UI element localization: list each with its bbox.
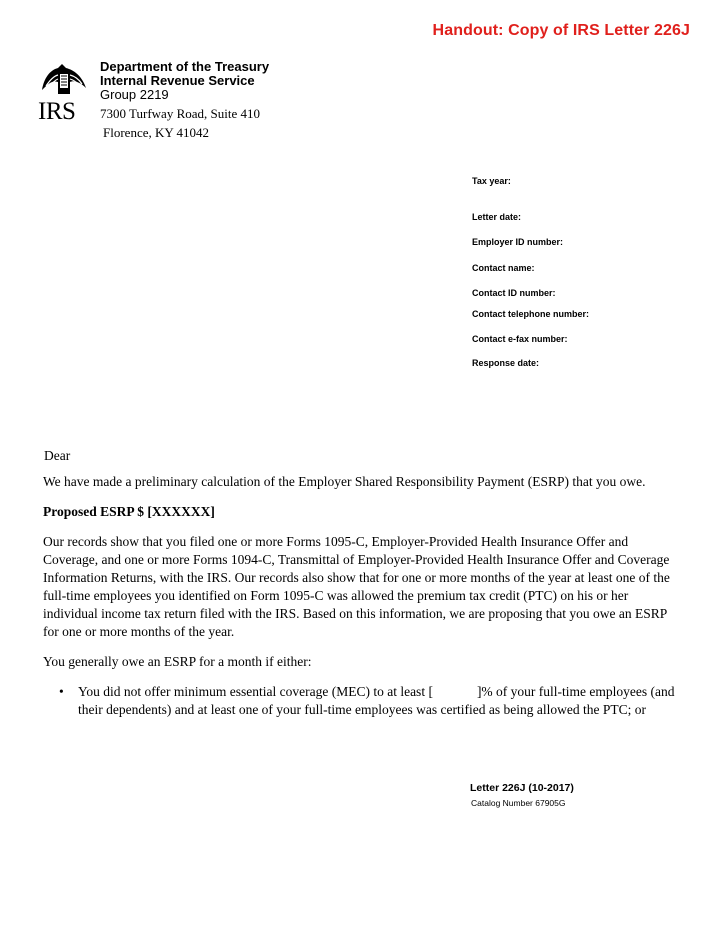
service-name: Internal Revenue Service	[100, 73, 255, 88]
field-letter-date: Letter date:	[472, 212, 522, 222]
address-line-2: Florence, KY 41042	[103, 125, 210, 140]
proposed-esrp: Proposed ESRP $ [XXXXXX]	[43, 504, 215, 519]
condition-list	[43, 683, 683, 719]
irs-logo-text: IRS	[38, 98, 76, 125]
salutation: Dear	[44, 448, 71, 463]
field-response-date: Response date:	[472, 358, 540, 368]
agency-address	[100, 104, 260, 142]
generally-paragraph: You generally owe an ESRP for a month if either:	[43, 654, 312, 669]
list-item	[43, 683, 683, 719]
records-paragraph: Our records show that you filed one or more Forms 1095-C, Employer-Provided Health Insurance Offer and Coverage, and one or more Forms 1094-C, Transmittal of Employer-Provided Health Insurance Offer and Coverage Information Returns, with the IRS. Our records also show that for one or more months of the year at least one of the full-time employees you identified on Form 1095-C was allowed the premium tax credit (PTC) on his or her individual income tax return filed with the IRS. Based on this information, we are proposing that you owe an ESRP for one or more months of the year.	[43, 534, 670, 639]
handout-title: Handout: Copy of IRS Letter 226J	[432, 22, 690, 39]
catalog-number: Catalog Number 67905G	[471, 798, 566, 808]
irs-logo	[38, 60, 94, 124]
group-number: Group 2219	[100, 87, 169, 102]
bullet-icon: •	[59, 684, 64, 699]
field-employer-id: Employer ID number:	[472, 237, 564, 247]
intro-paragraph: We have made a preliminary calculation of the Employer Shared Responsibility Payment (ESRP) that you owe.	[43, 474, 646, 489]
bullet-text-end: ]% of your full-time employees (and their dependents) and at least one of your full-time employees was certified as being allowed the PTC; or	[78, 684, 675, 717]
department-name: Department of the Treasury	[100, 59, 270, 74]
field-tax-year: Tax year:	[472, 176, 511, 186]
field-contact-efax: Contact e-fax number:	[472, 334, 568, 344]
agency-header	[100, 60, 269, 102]
bullet-text-start: You did not offer minimum essential coverage (MEC) to at least [	[78, 684, 433, 699]
field-contact-telephone: Contact telephone number:	[472, 309, 590, 319]
address-line-1: 7300 Turfway Road, Suite 410	[100, 106, 260, 121]
field-contact-name: Contact name:	[472, 263, 535, 273]
field-contact-id: Contact ID number:	[472, 288, 556, 298]
letter-id: Letter 226J (10-2017)	[470, 782, 574, 794]
letter-body	[43, 473, 683, 719]
eagle-icon	[38, 60, 90, 98]
